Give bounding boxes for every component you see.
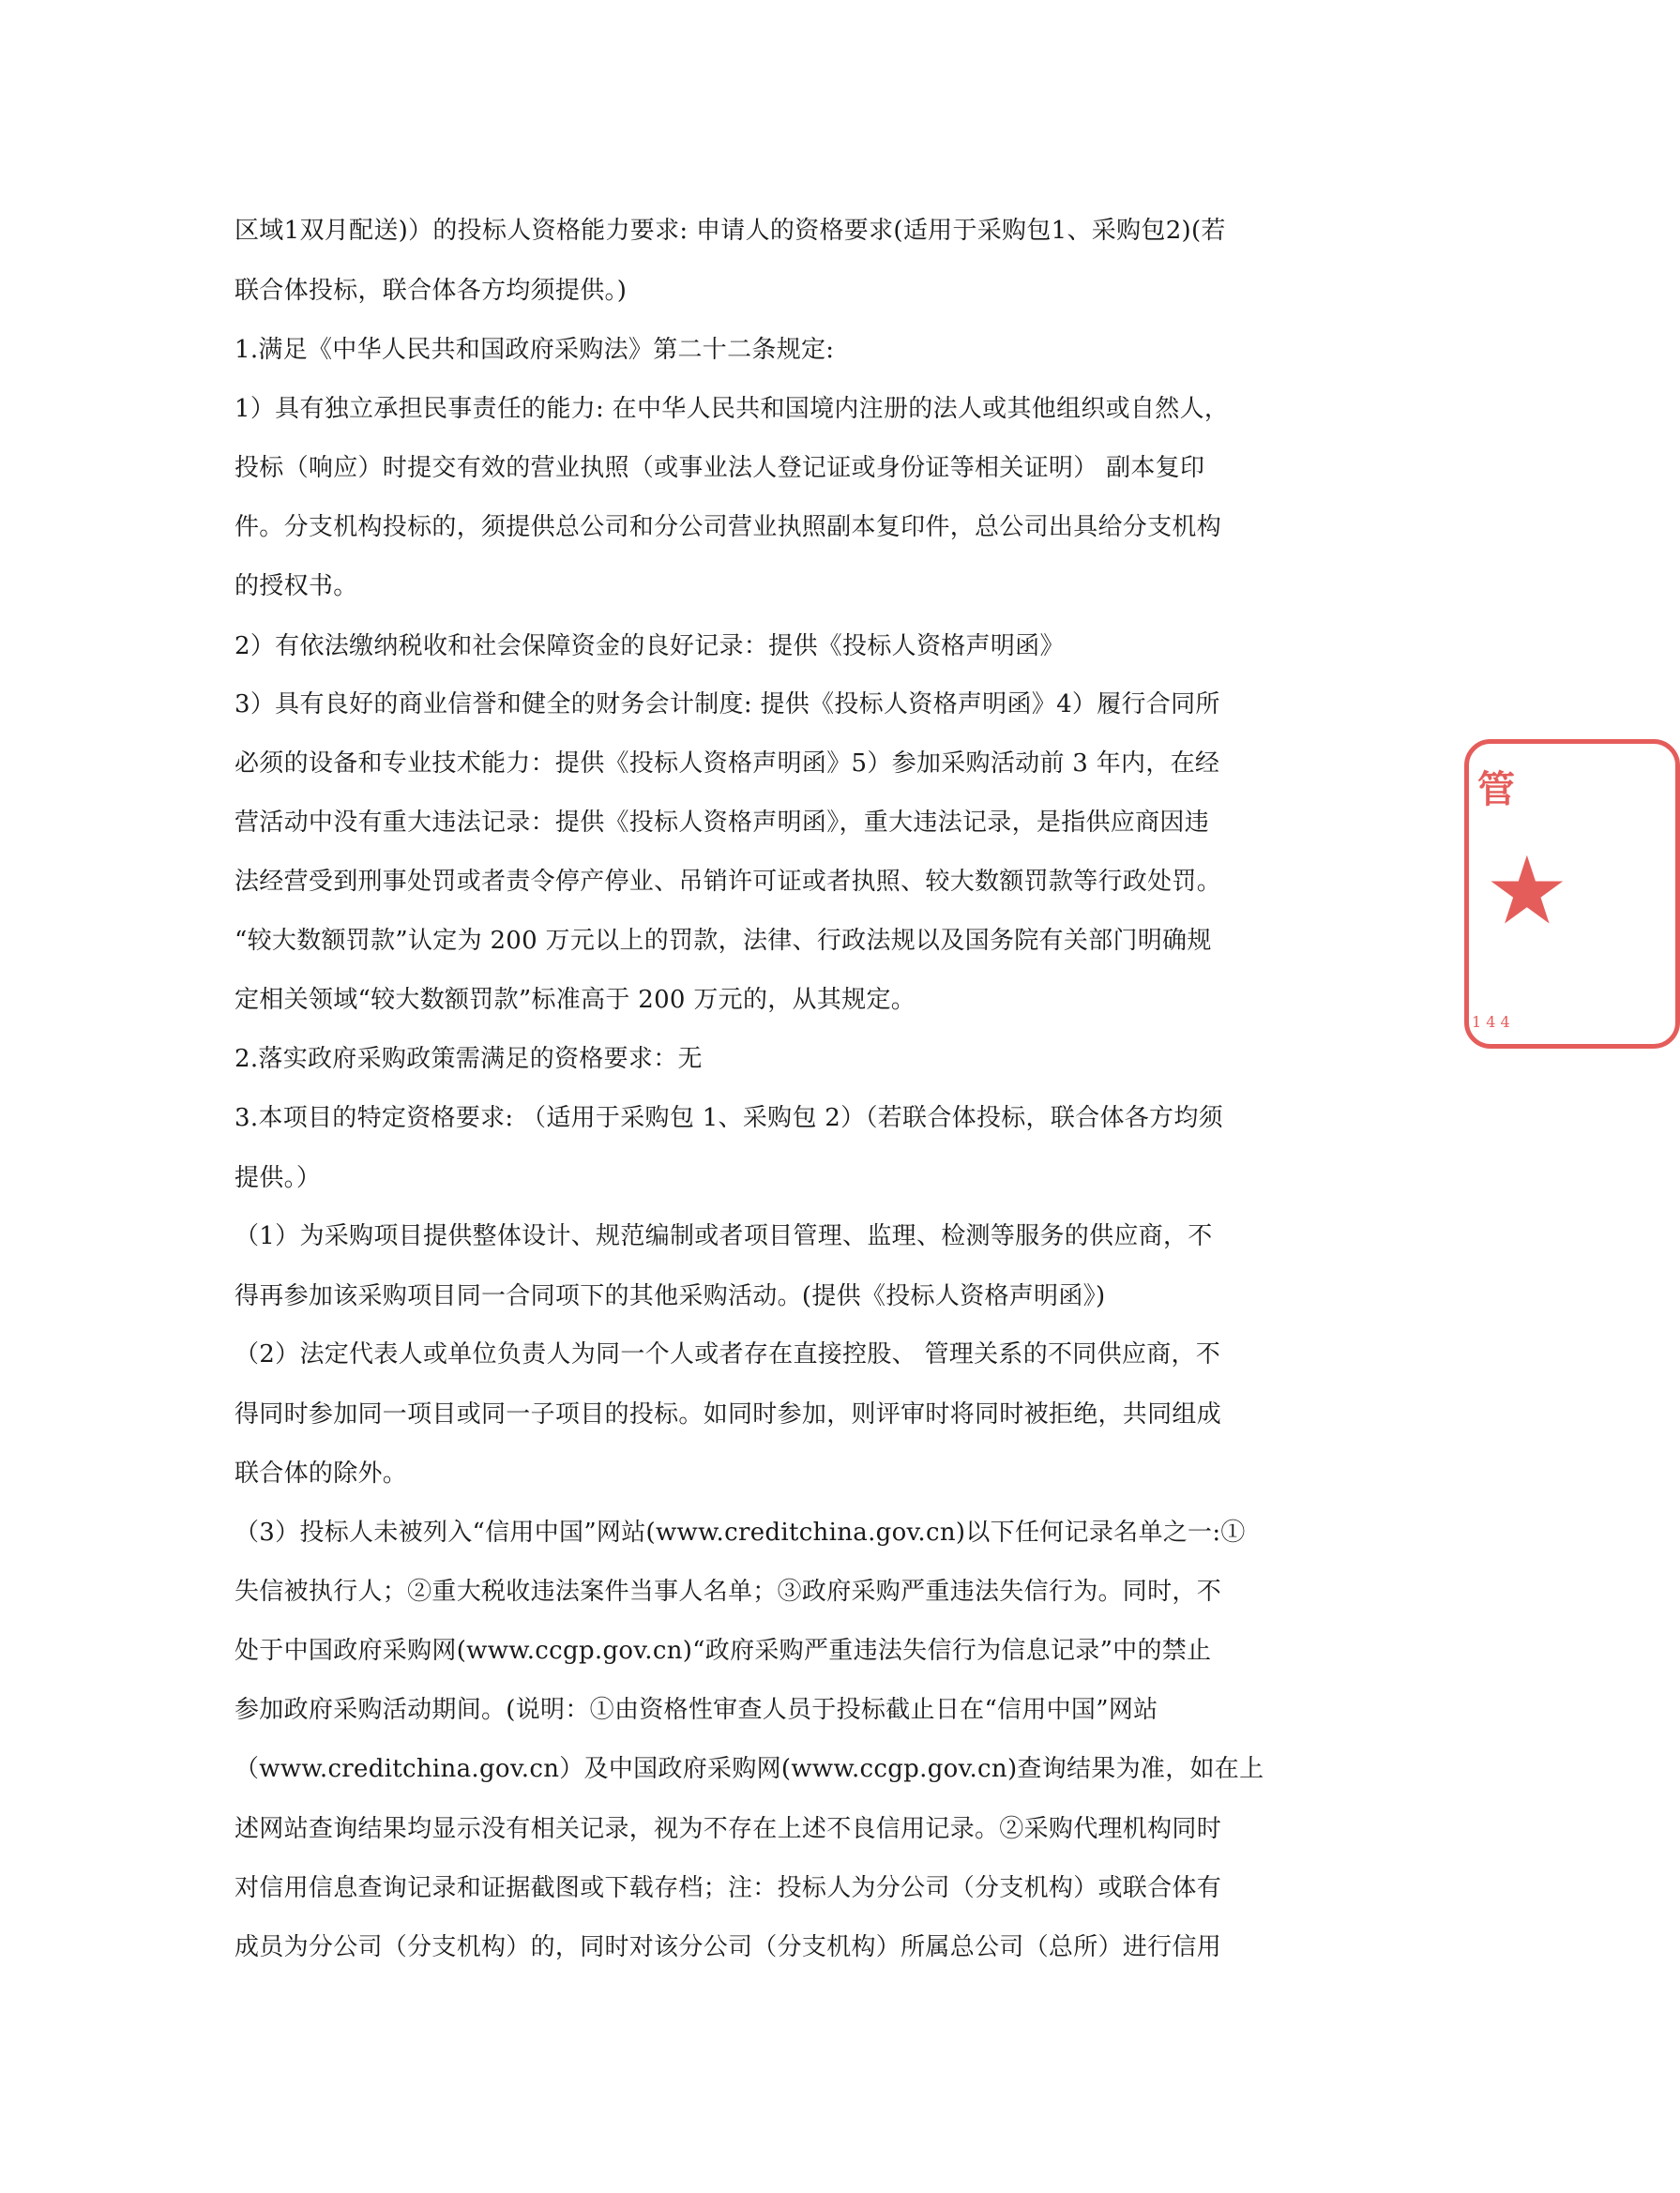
text-line: 对信用信息查询记录和证据截图或下载存档；注：投标人为分公司（分支机构）或联合体有	[235, 1874, 1222, 1902]
text-line: 得再参加该采购项目同一合同项下的其他采购活动。(提供《投标人资格声明函》)	[235, 1282, 1106, 1310]
text-line: （www.creditchina.gov.cn）及中国政府采购网(www.ccgp.gov.cn)查询结果为准，如在上	[235, 1755, 1264, 1783]
text-line: 3.本项目的特定资格要求: （适用于采购包 1、采购包 2）（若联合体投标，联合体各方均须	[235, 1104, 1223, 1132]
text-line: “较大数额罚款”认定为 200 万元以上的罚款，法律、行政法规以及国务院有关部门明确规	[235, 927, 1212, 955]
text-line: 1.满足《中华人民共和国政府采购法》第二十二条规定:	[235, 336, 835, 364]
text-line: 2）有依法缴纳税收和社会保障资金的良好记录：提供《投标人资格声明函》	[235, 632, 1065, 660]
seal-star-icon: ★	[1485, 836, 1569, 945]
seal-code: 1 4 4	[1472, 1013, 1510, 1031]
text-line: 2.落实政府采购政策需满足的资格要求：无	[235, 1045, 703, 1073]
official-seal-stamp	[1459, 732, 1569, 1051]
text-line: 必须的设备和专业技术能力：提供《投标人资格声明函》5）参加采购活动前 3 年内，在经	[235, 749, 1220, 778]
text-line: （2）法定代表人或单位负责人为同一个人或者存在直接控股、 管理关系的不同供应商，不	[235, 1340, 1221, 1369]
text-line: 成员为分公司（分支机构）的，同时对该分公司（分支机构）所属总公司（总所）进行信用	[235, 1933, 1222, 1961]
text-line: 联合体的除外。	[235, 1459, 408, 1488]
text-line: （3）投标人未被列入“信用中国”网站(www.creditchina.gov.cn)以下任何记录名单之一:①	[235, 1519, 1246, 1547]
text-line: 定相关领域“较大数额罚款”标准高于 200 万元的，从其规定。	[235, 986, 916, 1014]
text-line: 述网站查询结果均显示没有相关记录，视为不存在上述不良信用记录。②采购代理机构同时	[235, 1815, 1222, 1843]
seal-character: 管	[1477, 767, 1515, 811]
text-line: 的授权书。	[235, 572, 358, 600]
text-line: 法经营受到刑事处罚或者责令停产停业、吊销许可证或者执照、较大数额罚款等行政处罚。	[235, 868, 1222, 896]
text-line: 1）具有独立承担民事责任的能力: 在中华人民共和国境内注册的法人或其他组织或自然人，	[235, 395, 1230, 423]
text-line: 得同时参加同一项目或同一子项目的投标。如同时参加，则评审时将同时被拒绝，共同组成	[235, 1400, 1222, 1429]
text-line: 提供。）	[235, 1164, 322, 1192]
text-line: 区域1双月配送)）的投标人资格能力要求: 申请人的资格要求(适用于采购包1、采购包2)(若	[235, 217, 1226, 245]
text-line: 件。分支机构投标的，须提供总公司和分公司营业执照副本复印件，总公司出具给分支机构	[235, 513, 1222, 541]
text-line: 参加政府采购活动期间。(说明：①由资格性审查人员于投标截止日在“信用中国”网站	[235, 1696, 1158, 1724]
text-line: 失信被执行人；②重大税收违法案件当事人名单；③政府采购严重违法失信行为。同时，不	[235, 1578, 1222, 1606]
text-line: 营活动中没有重大违法记录：提供《投标人资格声明函》，重大违法记录，是指供应商因违	[235, 809, 1210, 837]
text-line: 3）具有良好的商业信誉和健全的财务会计制度: 提供《投标人资格声明函》4）履行合同所	[235, 690, 1220, 718]
text-line: 处于中国政府采购网(www.ccgp.gov.cn)“政府采购严重违法失信行为信息记录”中的禁止	[235, 1637, 1212, 1665]
text-line: 投标（响应）时提交有效的营业执照（或事业法人登记证或身份证等相关证明） 副本复印	[235, 454, 1205, 482]
text-line: （1）为采购项目提供整体设计、规范编制或者项目管理、监理、检测等服务的供应商，不	[235, 1222, 1213, 1250]
text-line: 联合体投标，联合体各方均须提供。)	[235, 277, 628, 305]
